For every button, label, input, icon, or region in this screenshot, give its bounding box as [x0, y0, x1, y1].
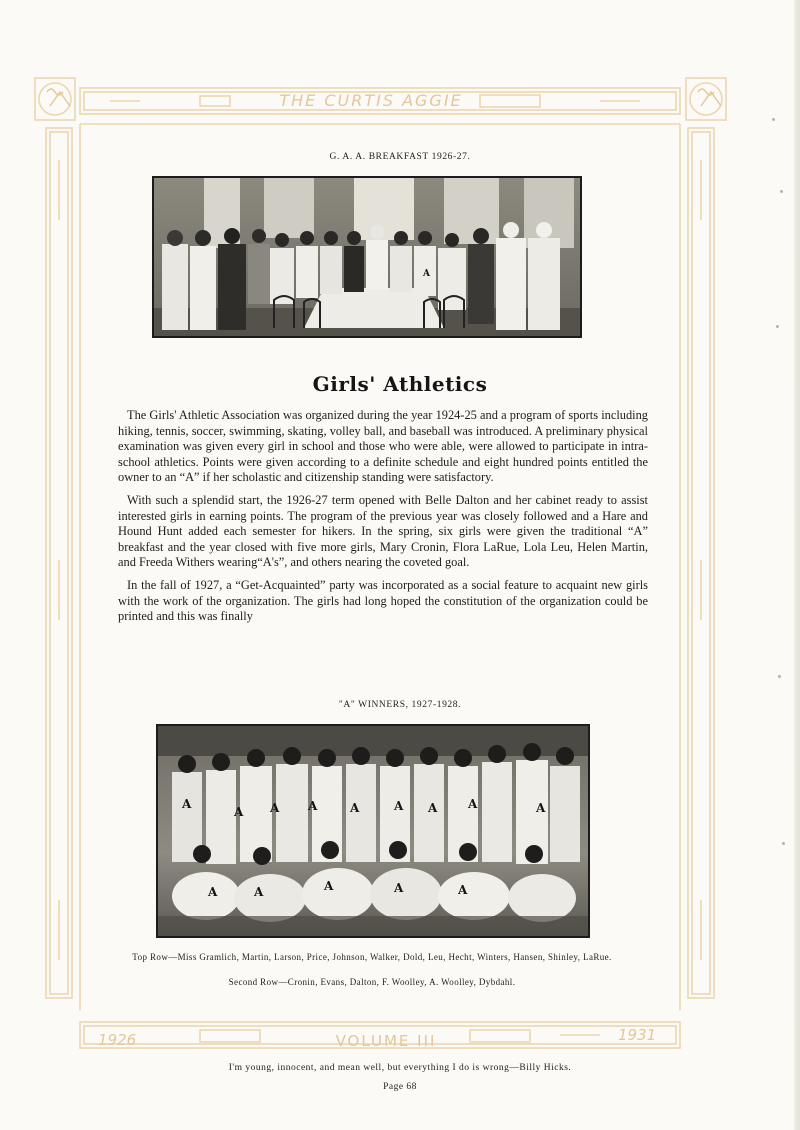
paragraph-1: The Girls' Athletic Association was organized during the year 1924-25 and a program of sports including hiking, tennis, soccer, swimming, skating, volley ball, and baseball was introduced. A preliminary physical examination was given every girl in school and those who were able, were allowed to participate in intra-school athletics. Points were given according to a definite schedule and eight hundred points entitled the owner to an “A” if her scholastic and citizenship standing were satisfactory.	[118, 408, 648, 485]
svg-text:A: A	[324, 879, 334, 893]
roster-second-row: Second Row—Cronin, Evans, Dalton, F. Woolley, A. Woolley, Dybdahl.	[228, 977, 516, 987]
paper-fleck	[776, 325, 779, 328]
breakfast-photo-image	[154, 178, 580, 336]
paper-fleck	[780, 190, 783, 193]
winners-photo-image	[158, 726, 588, 936]
svg-text:A: A	[270, 801, 280, 815]
svg-text:A: A	[394, 799, 404, 813]
yearbook-title: THE CURTIS AGGIE	[279, 91, 463, 110]
svg-text:A: A	[308, 799, 318, 813]
footer-volume: VOLUME III	[335, 1032, 437, 1050]
section-heading: Girls' Athletics	[312, 372, 488, 396]
footer-quote: I'm young, innocent, and mean well, but everything I do is wrong—Billy Hicks.	[228, 1063, 572, 1073]
svg-text:A: A	[428, 801, 438, 815]
photo-caption-winners: "A" WINNERS, 1927-1928.	[338, 700, 462, 710]
svg-text:A: A	[394, 881, 404, 895]
footer-end-year: 1931	[618, 1026, 657, 1044]
svg-text:A: A	[468, 797, 478, 811]
article-body	[118, 408, 648, 632]
a-winners-group-photo	[156, 724, 590, 938]
paper-fleck	[782, 842, 785, 845]
svg-text:A: A	[458, 883, 468, 897]
svg-text:A: A	[254, 885, 264, 899]
paper-fleck	[778, 675, 781, 678]
breakfast-group-photo	[152, 176, 582, 338]
roster-top-row: Top Row—Miss Gramlich, Martin, Larson, Price, Johnson, Walker, Dold, Leu, Hecht, Winters, Hansen, Shinley, LaRue.	[132, 952, 612, 962]
svg-text:A: A	[208, 885, 218, 899]
svg-text:A: A	[536, 801, 546, 815]
footer-start-year: 1926	[98, 1031, 137, 1049]
paragraph-3: In the fall of 1927, a “Get-Acquainted” party was incorporated as a social feature to acquaint new girls with the work of the organization. The girls had long hoped the constitution of the organization could be printed and this was finally	[118, 577, 648, 624]
photo-caption-breakfast: G. A. A. BREAKFAST 1926-27.	[329, 152, 471, 162]
paper-fleck	[772, 118, 775, 121]
svg-text:A: A	[423, 269, 430, 279]
svg-text:A: A	[234, 805, 244, 819]
svg-text:A: A	[182, 797, 192, 811]
page-edge-shadow	[794, 0, 800, 1130]
page-number: Page 68	[383, 1082, 417, 1092]
svg-text:A: A	[350, 801, 360, 815]
paragraph-2: With such a splendid start, the 1926-27 term opened with Belle Dalton and her cabinet ready to assist interested girls in earning points. The program of the previous year was closely followed and a Hare and Hound Hunt added each semester for hikers. In the spring, six girls were given the traditional “A” breakfast and the year closed with five more girls, Mary Cronin, Flora LaRue, Lola Leu, Helen Martin, and Freeda Withers wearing“A's”, and others nearing the coveted goal.	[118, 492, 648, 570]
